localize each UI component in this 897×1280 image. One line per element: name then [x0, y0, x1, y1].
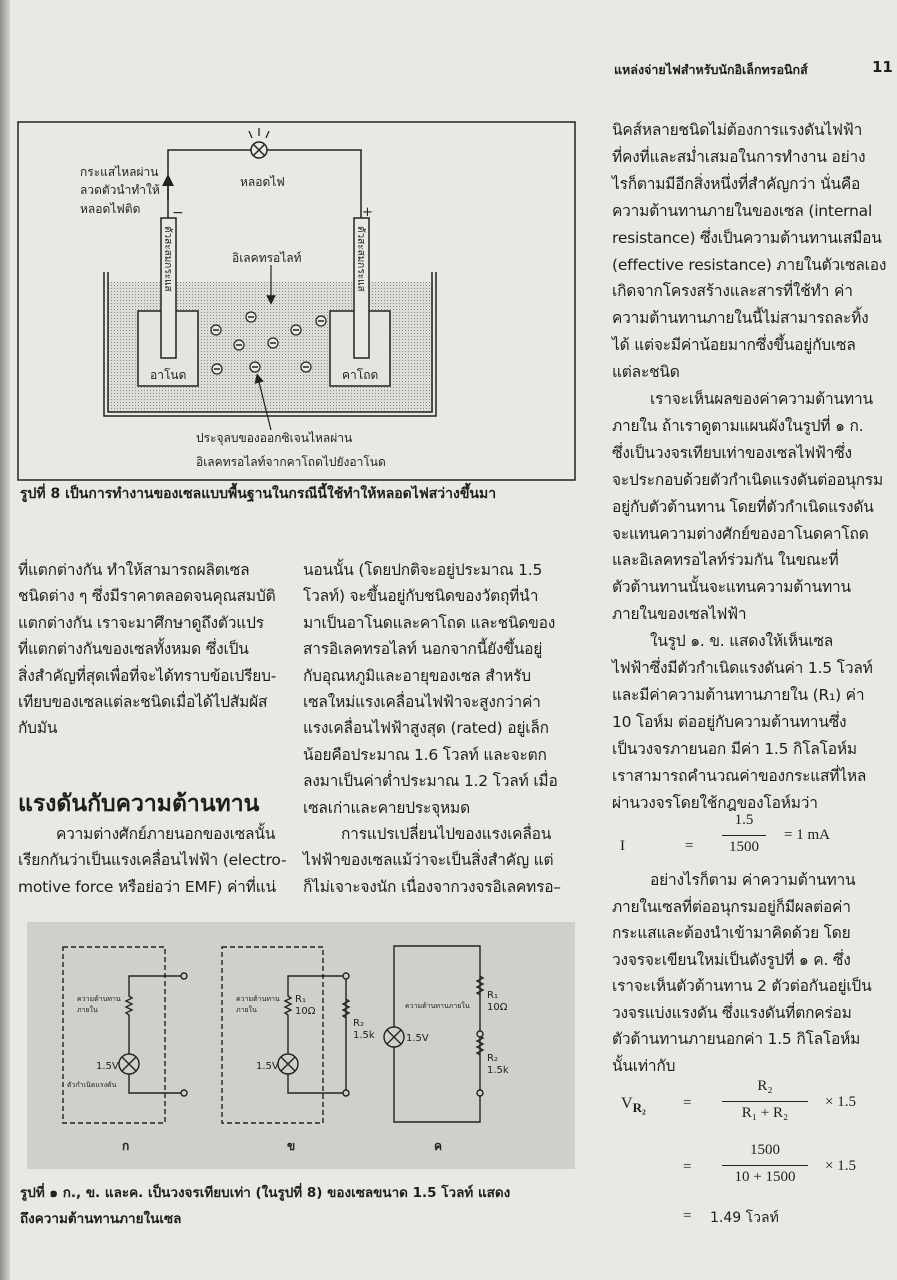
sub-label-a: ก [122, 1139, 130, 1153]
eq3-equals: = [683, 1159, 692, 1175]
text-line: เซลใหม่แรงเคลื่อนไฟฟ้าจะสูงกว่าค่า [303, 693, 541, 711]
text-line: วงจรแบ่งแรงดัน ซึ่งแรงดันที่ตกคร่อม [612, 1003, 852, 1022]
text-line: ไรก็ตามมีอีกสิ่งหนึ่งที่สำคัญกว่า นั่นคือ [612, 174, 861, 193]
text-line: วงจรจะเขียนใหม่เป็นดังรูปที่ ๑ ค. ซึ่ง [612, 950, 851, 969]
a-generator-label: ตัวกำเนิดแรงดัน [67, 1081, 117, 1089]
b-r1-value: 10Ω [295, 1006, 316, 1017]
sub-label-b: ข [287, 1139, 296, 1153]
text-line: กับมัน [18, 719, 58, 738]
text-line: ที่แตกต่างกันของเซลทั้งหมด ซึ่งเป็น [18, 640, 249, 659]
text-line: กับอุณหภูมิและอายุของเซล สำหรับ [303, 666, 531, 685]
eq2-multiplier: × 1.5 [825, 1094, 856, 1110]
eq4-result: 1.49 โวลท์ [710, 1210, 779, 1226]
text-line: จะประกอบด้วยตัวกำเนิดแรงดันต่ออนุกรม [612, 470, 884, 489]
c-voltage: 1.5V [406, 1033, 429, 1044]
text-line: ในรูป ๑. ข. แสดงให้เห็นเซล [650, 632, 834, 651]
text-line: มาเป็นอาโนดและคาโถด และชนิดของ [303, 613, 556, 632]
page-number: 11 [872, 58, 893, 76]
c-internal-label: ความต้านทานภายใน [405, 1002, 470, 1010]
text-line: เซลเก่าและคายประจุหมด [303, 798, 470, 817]
text-line: ไฟฟ้าของเซลแม้ว่าจะเป็นสิ่งสำคัญ แต่ [303, 851, 554, 870]
node-c-middle [477, 1031, 483, 1037]
cathode-label: คาโถด [342, 368, 379, 382]
text-line: สารอิเลคทรอไลท์ นอกจากนี้ยังขึ้นอยู่ [303, 640, 543, 659]
text-line: ก็ไม่เจาะจงนัก เนื่องจากวงจรอิเลคทรอ– [303, 877, 561, 896]
b-voltage: 1.5V [256, 1061, 279, 1072]
text-line: ความต้านทานภายในของเซล (internal [612, 201, 873, 220]
text-line: ได้ แต่จะมีค่าน้อยมากซึ่งขึ้นอยู่กับเซล [612, 336, 856, 355]
text-line: เรียกกันว่าเป็นแรงเคลื่อนไฟฟ้า (electro- [18, 851, 287, 870]
eq2-denominator: R₁ + R₂ [741, 1105, 789, 1121]
eq1-lhs: I [620, 838, 625, 854]
sub-label-c: ค [434, 1139, 443, 1153]
text-line: แต่ละชนิด [612, 363, 680, 382]
text-line: 10 โอห์ม ต่ออยู่กับความต้านทานซึ่ง [612, 712, 847, 731]
text-line: นิคส์หลายชนิดไม่ต้องการแรงดันไฟฟ้า [612, 121, 863, 139]
text-line: อยู่กับตัวต้านทาน โดยที่ตัวกำเนิดแรงดัน [612, 497, 874, 516]
b-r1: R₁ [295, 994, 306, 1005]
eq2-equals: = [683, 1095, 692, 1111]
text-line: โวลท์) จะขึ้นอยู่กับชนิดของวัตถุที่นำ [303, 587, 539, 606]
running-title: แหล่งจ่ายไฟสำหรับนักอิเล็กทรอนิกส์ [614, 62, 808, 77]
text-line: ภายในของเซลไฟฟ้า [612, 605, 747, 624]
figure-9-background [27, 922, 575, 1169]
text-line: ที่คงที่และสม่ำเสมอในการทำงาน อย่าง [612, 147, 866, 166]
text-line: ชนิดต่าง ๆ ซึ่งมีราคาตลอดจนคุณสมบัติ [18, 587, 276, 606]
text-line: ไฟฟ้าซึ่งมีตัวกำเนิดแรงดันค่า 1.5 โวลท์ [612, 659, 873, 677]
b-r2: R₂ [353, 1018, 364, 1029]
text-line: resistance) ซึ่งเป็นความต้านทานเสมือน [612, 228, 882, 247]
node-c-bottom [477, 1090, 483, 1096]
b-r2-value: 1.5k [353, 1030, 375, 1041]
a-internal-label: ความต้านทาน [77, 995, 121, 1003]
anode-collector-label: ตัวสะสมกระแส [162, 226, 173, 292]
figure-9-caption-line-2: ถึงความต้านทานภายในเซล [20, 1211, 182, 1227]
text-line: แตกต่างกัน เราจะมาศึกษาดูถึงตัวแปร [18, 613, 264, 632]
figure-8-caption: รูปที่ 8 เป็นการทำงานของเซลแบบพื้นฐานในกรณีนี้ใช้ทำให้หลอดไฟสว่างขึ้นมา [20, 486, 497, 502]
c-r1-value: 10Ω [487, 1002, 508, 1013]
section-heading: แรงดันกับความต้านทาน [18, 791, 260, 817]
text-line: ผ่านวงจรโดยใช้กฎของโอห์มว่า [612, 793, 818, 812]
eq4-equals: = [683, 1208, 692, 1224]
text-line: และอิเลคทรอไลท์ร่วมกัน ในขณะที่ [612, 551, 839, 570]
terminal-a-top [181, 973, 187, 979]
text-line: เทียบของเซลแต่ละชนิดเมื่อได้ไปสัมผัส [18, 693, 268, 711]
text-line: นอนนั้น (โดยปกติจะอยู่ประมาณ 1.5 [303, 561, 543, 579]
text-line: (effective resistance) ภายในตัวเซลเอง [612, 255, 887, 274]
text-line: ตัวต้านทานนั้นจะแทนความต้านทาน [612, 578, 851, 597]
cathode-collector-label: ตัวสะสมกระแส [355, 226, 366, 292]
eq3-multiplier: × 1.5 [825, 1158, 856, 1174]
text-line: motive force หรือย่อว่า EMF) ค่าที่แน่ [18, 877, 276, 896]
text-line: ที่แตกต่างกัน ทำให้สามารถผลิตเซล [18, 561, 250, 579]
terminal-b-top [343, 973, 349, 979]
text-line: เราสามารถคำนวณค่าของกระแสที่ไหล [612, 766, 867, 785]
text-line: แรงเคลื่อนไฟฟ้าสูงสุด (rated) อยู่เล็ก [303, 719, 549, 738]
text-line: สิ่งสำคัญที่สุดเพื่อที่จะได้ทราบข้อเปรียบ- [18, 666, 277, 685]
b-internal-label: ความต้านทาน [236, 995, 280, 1003]
text-line: ซึ่งเป็นวงจรเทียบเท่าของเซลไฟฟ้าซึ่ง [612, 443, 852, 462]
text-line: นั้นเท่ากับ [612, 1056, 676, 1075]
eq3-denominator: 10 + 1500 [734, 1169, 796, 1185]
text-line: เป็นวงจรภายนอก มีค่า 1.5 กิโลโอห์ม [612, 739, 857, 758]
a-voltage: 1.5V [96, 1061, 119, 1072]
c-r1: R₁ [487, 990, 498, 1001]
text-line: น้อยคือประมาณ 1.6 โวลท์ และจะตก [303, 745, 547, 764]
text-line: เราจะเห็นตัวต้านทาน 2 ตัวต่อกันอยู่เป็น [612, 977, 872, 995]
a-internal-label-2: ภายใน [77, 1006, 98, 1014]
text-line: ภายในเซลที่ต่ออนุกรมอยู่ก็มีผลต่อค่า [612, 897, 851, 916]
current-label-2: ลวดตัวนำทำให้ [80, 183, 160, 197]
eq1-result: = 1 mA [784, 827, 830, 843]
text-line: จะแทนความต่างศักย์ของอาโนดคาโถด [612, 524, 869, 543]
eq2-lhs-sub: R₂ [632, 1100, 646, 1116]
anode-label: อาโนด [150, 368, 187, 382]
text-line: อย่างไรก็ตาม ค่าความต้านทาน [650, 871, 856, 889]
text-line: การแปรเปลี่ยนไปของแรงเคลื่อน [341, 825, 552, 843]
text-line: ลงมาเป็นค่าต่ำประมาณ 1.2 โวลท์ เมื่อ [303, 772, 558, 791]
eq1-equals: = [685, 838, 694, 854]
text-line: ภายใน ถ้าเราดูตามแผนผังในรูปที่ ๑ ก. [612, 416, 864, 435]
eq1-numerator: 1.5 [734, 812, 754, 828]
electrolyte-label: อิเลคทรอไลท์ [232, 251, 302, 265]
c-r2: R₂ [487, 1053, 498, 1064]
text-line: ตัวต้านทานภายนอกค่า 1.5 กิโลโอห์ม [612, 1030, 861, 1048]
terminal-a-bottom [181, 1090, 187, 1096]
c-r2-value: 1.5k [487, 1065, 509, 1076]
minus-label: − [172, 205, 184, 221]
eq3-numerator: 1500 [750, 1142, 780, 1158]
text-line: เราจะเห็นผลของค่าความต้านทาน [650, 390, 873, 408]
terminal-b-bottom [343, 1090, 349, 1096]
text-line: เกิดจากโครงสร้างและสารที่ใช้ทำ ค่า [612, 282, 853, 301]
figure-9-caption-line-1: รูปที่ ๑ ก., ข. และค. เป็นวงจรเทียบเท่า (ในรูปที่ 8) ของเซลขนาด 1.5 โวลท์ แสดง [20, 1185, 511, 1201]
text-line: และมีค่าความต้านทานภายใน (R₁) ค่า [612, 685, 865, 704]
text-line: กระแสและต้องนำเข้ามาคิดด้วย โดย [612, 924, 851, 942]
ion-label-1: ประจุลบของออกซิเจนไหลผ่าน [196, 431, 353, 445]
eq2-lhs: V [621, 1095, 633, 1112]
current-label-1: กระแสไหลผ่าน [80, 165, 159, 179]
eq2-numerator: R₂ [757, 1078, 773, 1094]
text-line: ความต้านทานภายในนี้ไม่สามารถละทิ้ง [612, 309, 869, 328]
bulb-label: หลอดไฟ [240, 175, 285, 189]
plus-label: + [362, 205, 373, 220]
ion-label-2: อิเลคทรอไลท์จากคาโถดไปยังอาโนด [196, 455, 386, 469]
b-internal-label-2: ภายใน [236, 1006, 257, 1014]
eq1-denominator: 1500 [729, 839, 759, 855]
text-line: ความต่างศักย์ภายนอกของเซลนั้น [56, 825, 276, 843]
current-label-3: หลอดไฟติด [80, 202, 141, 216]
